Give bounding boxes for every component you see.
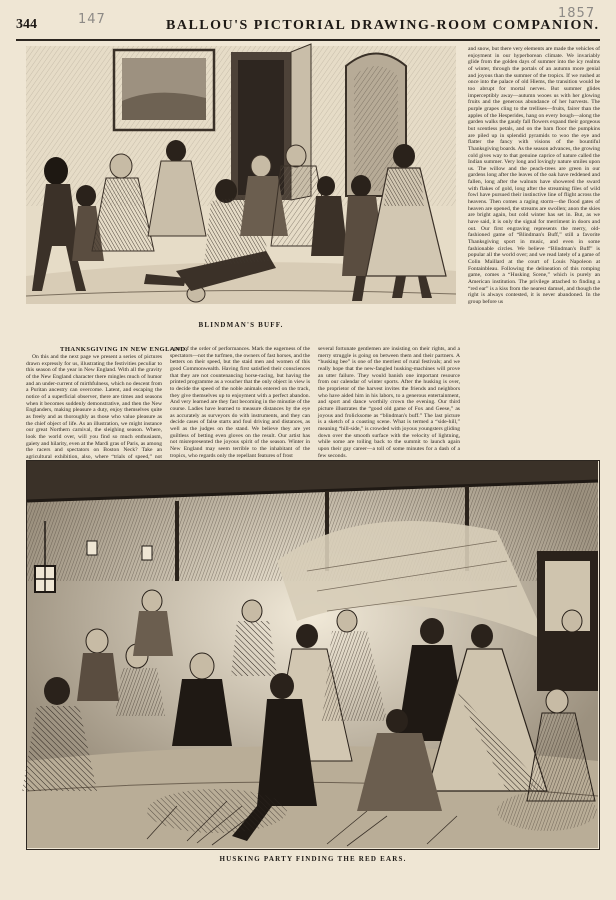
page-number: 344 <box>16 17 37 32</box>
article-column-3-text: several fortunate gentlemen are insisting on their rights, and a merry struggle is going on between them and their partners. A “husking bee” is one of the merriest of rural festivals; and we really hope that the new-fangled husking-machines will prove an utter failure. They would banish one important resource from our calendar of winter sports. After the husking is over, the proprietor of the harvest invites the friends and neighbors who have aided him in his labors, to a generous entertainment, and sport and dance worthily crown the evening. Our third picture illustrates the “good old game of Fox and Geese,” as joyous and frolicksome as “blindman's buff.” The last picture is a sketch of a coasting scene. What is termed a “side-hill,” meaning “hill-side,” is crowded with joyous youngsters gliding down over the smooth surface with the velocity of lightning, while some are toiling back to the summit to launch again upon their gay career—a toll of some minutes for a dash of a few seconds. <box>318 346 460 459</box>
article-column-4 <box>468 46 600 448</box>
page-header <box>16 13 600 41</box>
article-column-1-text: On this and the next page we present a series of pictures drawn expressly for us, illustrating the festivities peculiar to this season of the year in New England. With all the gravity of the New England character there mingles much of humor and an under-current of mirthfulness, which no descent from a Puritan ancestry can overcome. Latent, and escaping the notice of a superficial observer, there are times and seasons when it becomes suddenly demonstrative, and then the New Englanders, making pleasure a duty, enjoy themselves quite as freely and as thoroughly as those who value pleasure as the chief object of life. As an illustration, we might instance our great Northern carnival, the sleighing season. Where, look the world over, will you find so much enthusiasm, gaiety and hilarity, even at the Mardi gras of Paris, as among the racers and spectators on Boston Neck? Take an agricultural exhibition, also, where “trials of speed,” not <box>26 354 162 460</box>
engraving-blindmans-buff-art <box>26 46 456 304</box>
pencil-mark-page: 147 <box>78 12 106 27</box>
article-column-2-text: a part of the order of performances. Mark the eagerness of the spectators—not the turfmen, the owners of fast horses, and the betters on their speed, but the staid men and women of this good Commonwealth. Having first satisfied their consciences that they are not countenancing horse-racing, but having the printed programme as a voucher that the only object in view is to decide the speed of the noble animals entered on the track, they give themselves up to enjoyment with a perfect abandon. And very learned are they fast becoming in the minutiæ of the course. Ladies have learned to measure distances by the eye as accurately as surveyors do with instruments, and they can decide cases of false starts and foul driving and distances, as well as the judges on the stand. We believe they are yet guiltless of betting even gloves on the result. Our artist has not misrepresented the joyous spirit of the season. Winter in New England may seem terrible to the inhabitant of the tropics, who regards only the repellant features of frost <box>170 346 310 459</box>
article-column-4-text: and snow, but there very elements are made the vehicles of enjoyment in our hyperborean climate. We invariably glide from the golden days of summer into the icy realms of winter, through the portals of an autumn more genial and joyous than the summer of the tropics. If we rushed at once into the palace of old Hiems, the transition would be too abrupt for mortal nerves. But summer glides imperceptibly away—autumn wooes us with her glowing fruits and the generous abundance of her harvests. The purple grapes cling to the trellises—fruits, fairer than the apples of the Hesperides, hang on every bough—along the garden walks the gaudy fall flowers expand their gorgeous but scentless petals, and on the barn floor the pumpkins are piled up in splendid pyramids to woo the eye and flatter the fancy with visions of the bountiful Thanksgiving boards. As the season advances, the growing cold gives way to that genuine caprice of nature called the Indian summer. Very long and lovingly nature smiles upon us. The willow and the peach-trees are green in our gardens long after the leaves of the oak have reddened and fallen, long after the walnuts have showered the sward with flakes of gold, long after the streaming files of wild fowl have pursued their instinctive line of flight across the heavens. Then comes a raging storm—the flood gates of heaven are opened, the streams are swollen; anon the skies are bright again, but cold winter has set in. But, as we have said, it is only the signal for merriment in doors and out. Our first engraving represents the merry, old-fashioned game of “Blindman's Buff,” still a favorite Thanksgiving sport in music, and even in some fashionable circles. We believe “Blindman's Buff” is popular all the world over; and we read lately of a game of Colin Maillard at the court of Louis Napoleon at Fontainbleau. Following the delineation of this romping game, comes a “Husking Scene,” which is purely an American institution. The privilege attached to finding a “red ear” is a kiss from the nearest damsel, and though the right is always contested, it is never abandoned. In the group before us <box>468 46 600 305</box>
article-title: THANKSGIVING IN NEW ENGLAND. <box>60 346 188 353</box>
pencil-mark-year: 1857 <box>558 6 596 21</box>
running-head: BALLOU'S PICTORIAL DRAWING-ROOM COMPANION. <box>166 18 600 33</box>
article-column-1 <box>26 354 162 460</box>
figure-caption-blindmans-buff: BLINDMAN'S BUFF. <box>198 321 284 329</box>
figure-caption-husking-party: HUSKING PARTY FINDING THE RED EARS. <box>219 855 407 863</box>
engraving-blindmans-buff <box>26 46 456 304</box>
engraving-husking-party-art <box>27 461 598 848</box>
article-column-3 <box>318 346 460 459</box>
article-column-2 <box>170 346 310 459</box>
engraving-husking-party <box>26 460 600 850</box>
